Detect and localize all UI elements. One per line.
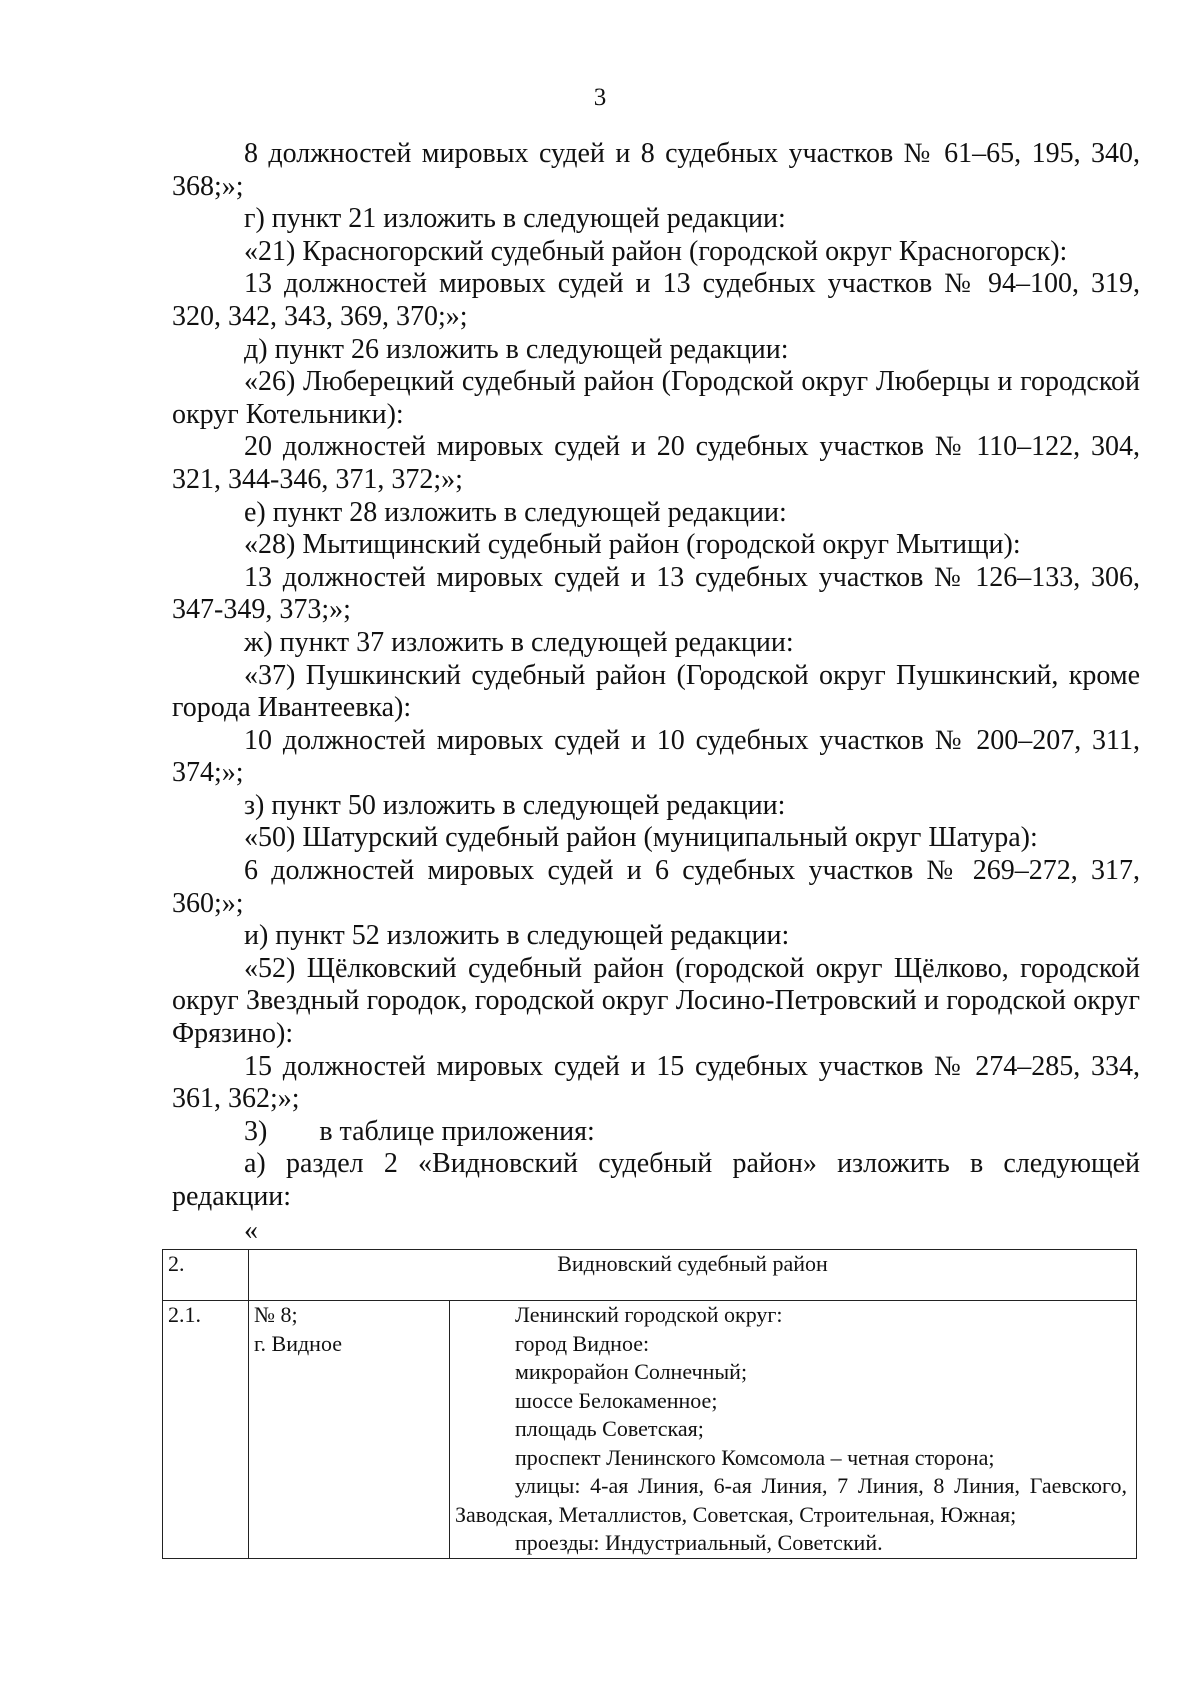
item-3-number: 3) <box>244 1115 268 1147</box>
address-line: площадь Советская; <box>515 1416 704 1441</box>
address-line: проспект Ленинского Комсомола – четная сторона; <box>515 1444 995 1470</box>
paragraph: «52) Щёлковский судебный район (городской округ Щёлково, городской округ Звездный городок, городской округ Лосино-Петровский и городской округ Фрязино): <box>172 952 1140 1050</box>
paragraph: а) раздел 2 «Видновский судебный район» изложить в следующей редакции: <box>172 1148 1140 1212</box>
address-line: город Видное: <box>515 1330 650 1356</box>
table-row <box>163 1301 1137 1559</box>
station-cell <box>249 1301 450 1559</box>
paragraph: «28) Мытищинский судебный район (городской округ Мытищи): <box>244 529 1021 561</box>
section-number-cell: 2. <box>163 1250 249 1301</box>
paragraph: «21) Красногорский судебный район (городской округ Красногорск): <box>244 235 1068 267</box>
document-body <box>172 138 1140 1248</box>
item-3-text: в таблице приложения: <box>319 1115 595 1147</box>
paragraph: 8 должностей мировых судей и 8 судебных участков № 61–65, 195, 340, 368;»; <box>172 138 1140 202</box>
page-number: 3 <box>593 84 607 111</box>
opening-quote: « <box>244 1214 258 1246</box>
station-number: № 8; <box>254 1302 298 1327</box>
item-3 <box>172 1116 1140 1149</box>
paragraph: «26) Люберецкий судебный район (Городской округ Люберцы и городской округ Котельники): <box>172 366 1140 430</box>
paragraph: е) пункт 28 изложить в следующей редакции: <box>244 496 787 528</box>
paragraph: 15 должностей мировых судей и 15 судебных участков № 274–285, 334, 361, 362;»; <box>172 1050 1140 1115</box>
paragraph: ж) пункт 37 изложить в следующей редакции: <box>244 626 794 658</box>
paragraph: «37) Пушкинский судебный район (Городской округ Пушкинский, кроме города Ивантеевка): <box>172 659 1140 724</box>
jurisdiction-table <box>162 1249 1137 1559</box>
row-number-cell: 2.1. <box>163 1301 249 1559</box>
paragraph: з) пункт 50 изложить в следующей редакции: <box>244 789 786 821</box>
paragraph: г) пункт 21 изложить в следующей редакции: <box>244 203 786 235</box>
paragraph: «50) Шатурский судебный район (муниципальный округ Шатура): <box>244 822 1038 854</box>
address-line: Ленинский городской округ: <box>515 1302 783 1327</box>
address-passages: проезды: Индустриальный, Советский. <box>515 1530 883 1555</box>
paragraph: 13 должностей мировых судей и 13 судебных участков № 126–133, 306, 347-349, 373;»; <box>172 561 1140 626</box>
paragraph: 6 должностей мировых судей и 6 судебных участков № 269–272, 317, 360;»; <box>172 855 1140 919</box>
address-line: микрорайон Солнечный; <box>515 1359 748 1384</box>
address-cell <box>450 1301 1137 1559</box>
table-header-row <box>163 1250 1137 1301</box>
paragraph: 13 должностей мировых судей и 13 судебных участков № 94–100, 319, 320, 342, 343, 369, 370;»; <box>172 268 1140 332</box>
paragraph: 10 должностей мировых судей и 10 судебных участков № 200–207, 311, 374;»; <box>172 724 1140 789</box>
section-title-cell: Видновский судебный район <box>249 1250 1137 1301</box>
paragraph: 20 должностей мировых судей и 20 судебных участков № 110–122, 304, 321, 344-346, 371, 372;»; <box>172 431 1140 495</box>
address-streets: улицы: 4-ая Линия, 6-ая Линия, 7 Линия, 8 Линия, Гаевского, Заводская, Металлистов, Советская, Строительная, Южная; <box>455 1473 1127 1527</box>
paragraph: д) пункт 26 изложить в следующей редакции: <box>244 333 789 365</box>
address-line: шоссе Белокаменное; <box>515 1387 718 1413</box>
paragraph: и) пункт 52 изложить в следующей редакции: <box>244 920 790 952</box>
station-place: г. Видное <box>254 1330 342 1356</box>
